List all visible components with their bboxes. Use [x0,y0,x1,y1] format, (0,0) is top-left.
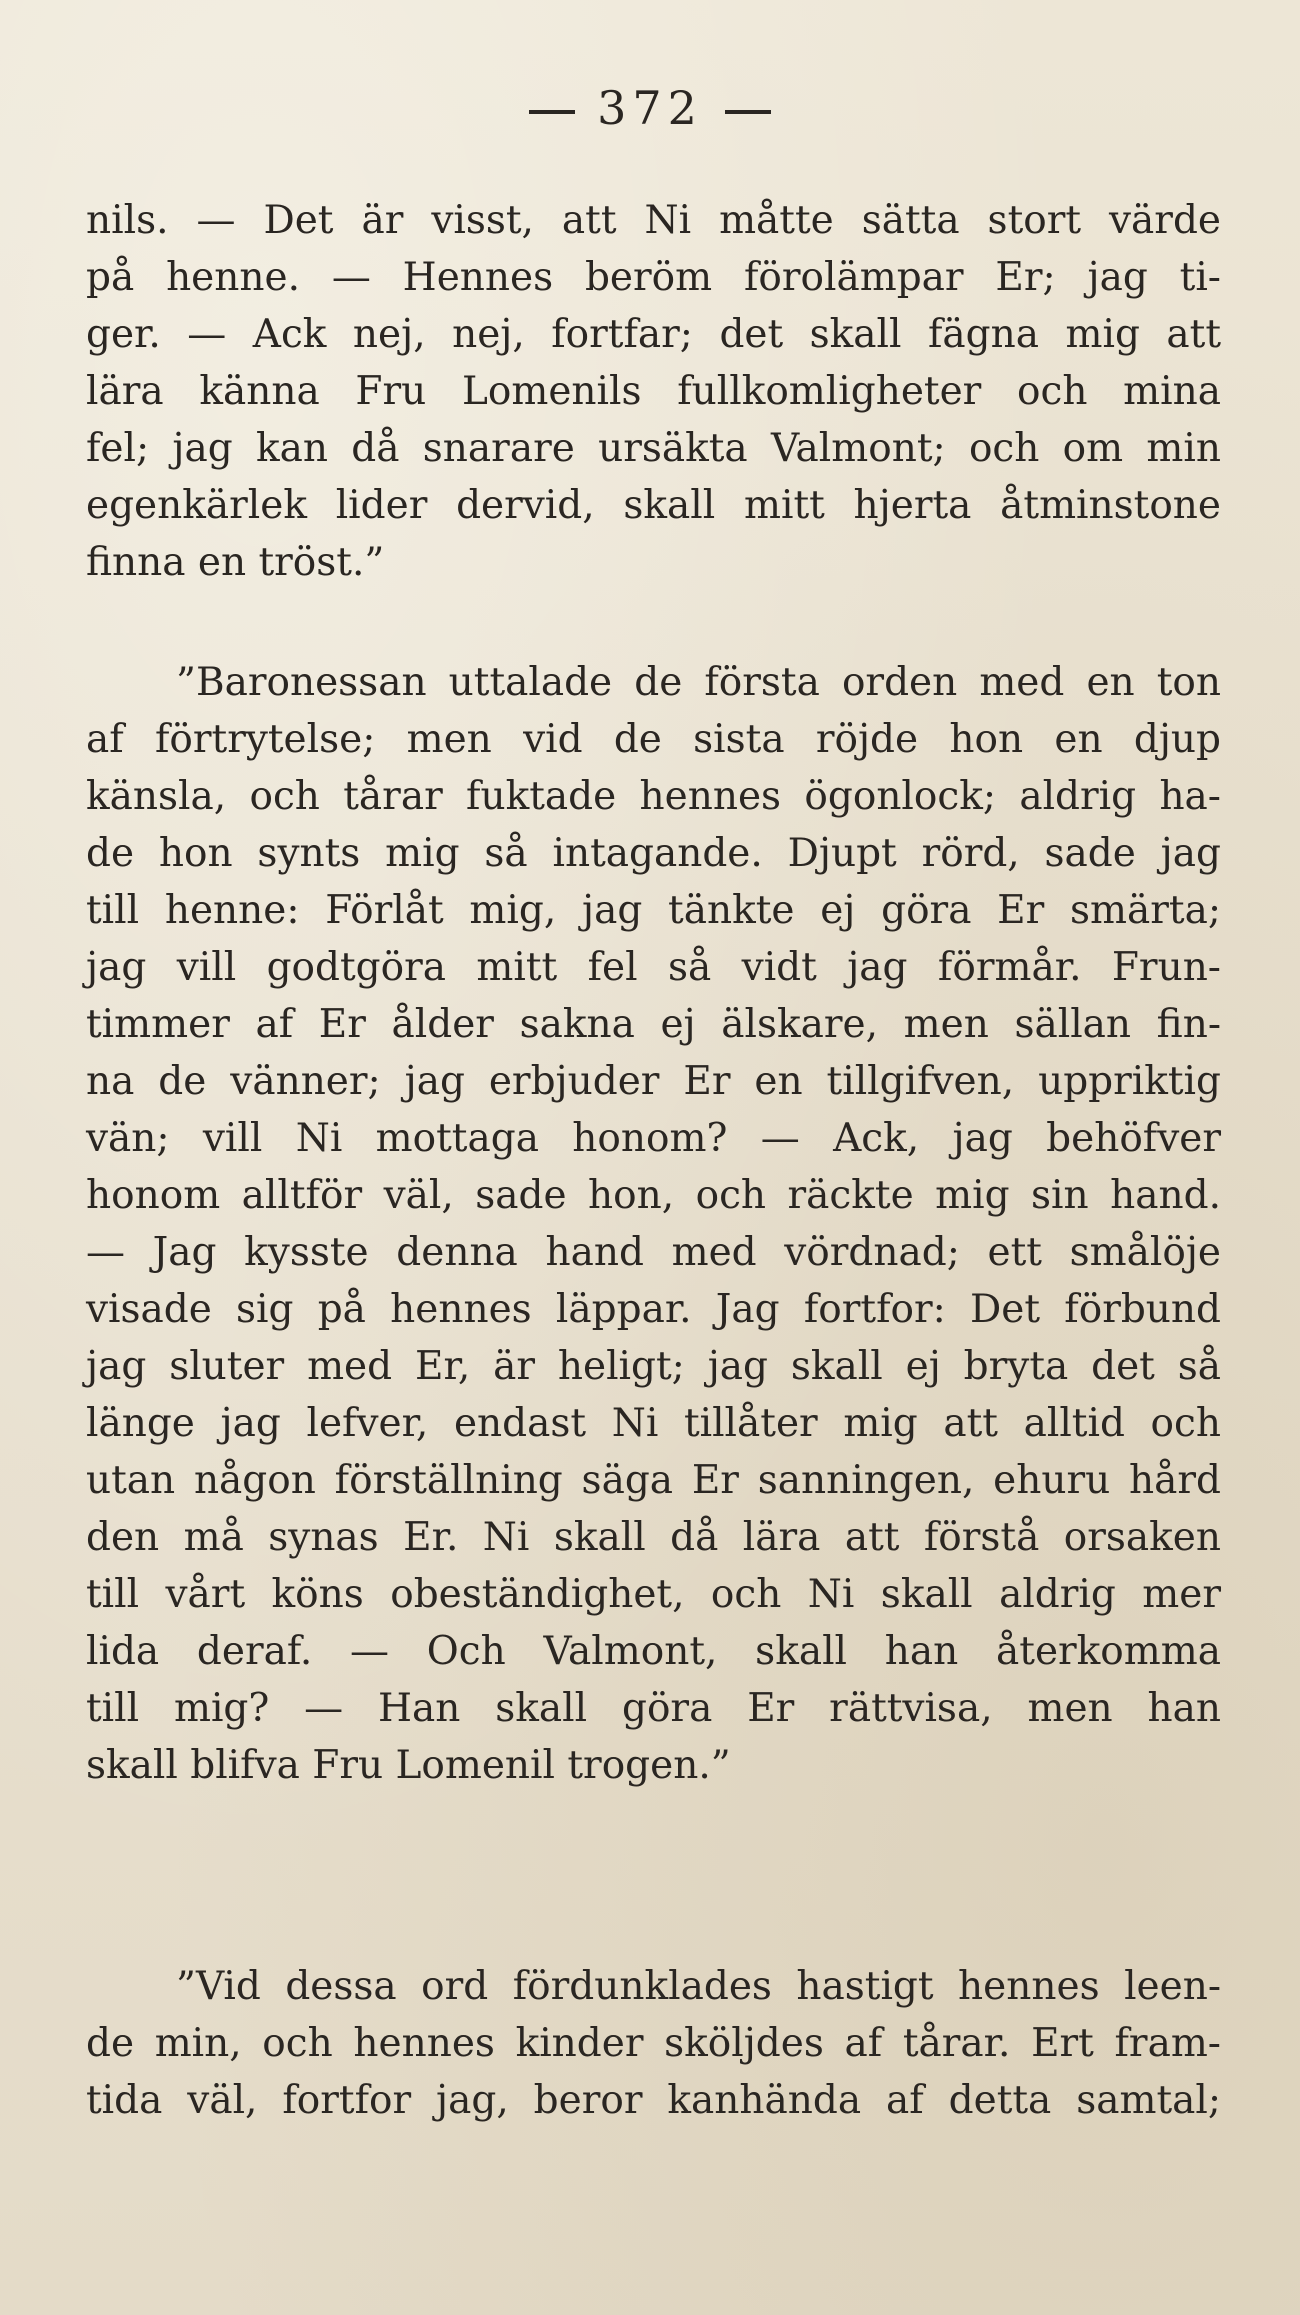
text-line: nils. — Det är visst, att Ni måtte sätta stort värde [86,198,1221,243]
text-line: timmer af Er ålder sakna ej älskare, men sällan fin- [86,1002,1221,1047]
text-line: fel; jag kan då snarare ursäkta Valmont; och om min [86,426,1221,471]
text-line: skall blifva Fru Lomenil trogen.” [86,1743,731,1788]
text-line: de hon synts mig så intagande. Djupt rörd, sade jag [86,831,1221,876]
paragraph-2 [86,654,1221,1794]
text-line: på henne. — Hennes beröm förolämpar Er; jag ti- [86,255,1221,300]
text-line: jag vill godtgöra mitt fel så vidt jag förmår. Frun- [86,945,1221,990]
text-line: af förtrytelse; men vid de sista röjde hon en djup [86,717,1221,762]
text-line: ”Vid dessa ord fördunklades hastigt hennes leen- [176,1964,1221,2009]
right-dash [725,110,771,114]
text-line: länge jag lefver, endast Ni tillåter mig att alltid och [86,1401,1221,1446]
text-line: lära känna Fru Lomenils fullkomligheter och mina [86,369,1221,414]
text-line: till henne: Förlåt mig, jag tänkte ej göra Er smärta; [86,888,1221,933]
paragraph-3 [86,1958,1221,2129]
page-number: 372 [597,81,703,135]
text-line: na de vänner; jag erbjuder Er en tillgifven, uppriktig [86,1059,1221,1104]
text-line: de min, och hennes kinder sköljdes af tårar. Ert fram- [86,2021,1221,2066]
text-line: honom alltför väl, sade hon, och räckte mig sin hand. [86,1173,1221,1218]
paragraph-1 [86,192,1221,591]
text-line: visade sig på hennes läppar. Jag fortfor: Det förbund [86,1287,1221,1332]
text-line: jag sluter med Er, är heligt; jag skall ej bryta det så [86,1344,1221,1389]
text-line: utan någon förställning säga Er sanningen, ehuru hård [86,1458,1221,1503]
text-line: ”Baronessan uttalade de första orden med en ton [176,660,1221,705]
left-dash [529,110,575,114]
text-line: ger. — Ack nej, nej, fortfar; det skall fägna mig att [86,312,1221,357]
page-header [0,78,1300,138]
text-line: vän; vill Ni mottaga honom? — Ack, jag behöfver [86,1116,1221,1161]
text-line: tida väl, fortfor jag, beror kanhända af detta samtal; [86,2078,1221,2123]
text-line: finna en tröst.” [86,540,385,585]
text-line: till mig? — Han skall göra Er rättvisa, men han [86,1686,1221,1731]
text-line: lida deraf. — Och Valmont, skall han återkomma [86,1629,1221,1674]
text-line: till vårt köns obeständighet, och Ni skall aldrig mer [86,1572,1221,1617]
text-line: känsla, och tårar fuktade hennes ögonlock; aldrig ha- [86,774,1221,819]
text-line: egenkärlek lider dervid, skall mitt hjerta åtminstone [86,483,1221,528]
text-line: den må synas Er. Ni skall då lära att förstå orsaken [86,1515,1221,1560]
text-line: — Jag kysste denna hand med vördnad; ett smålöje [86,1230,1221,1275]
